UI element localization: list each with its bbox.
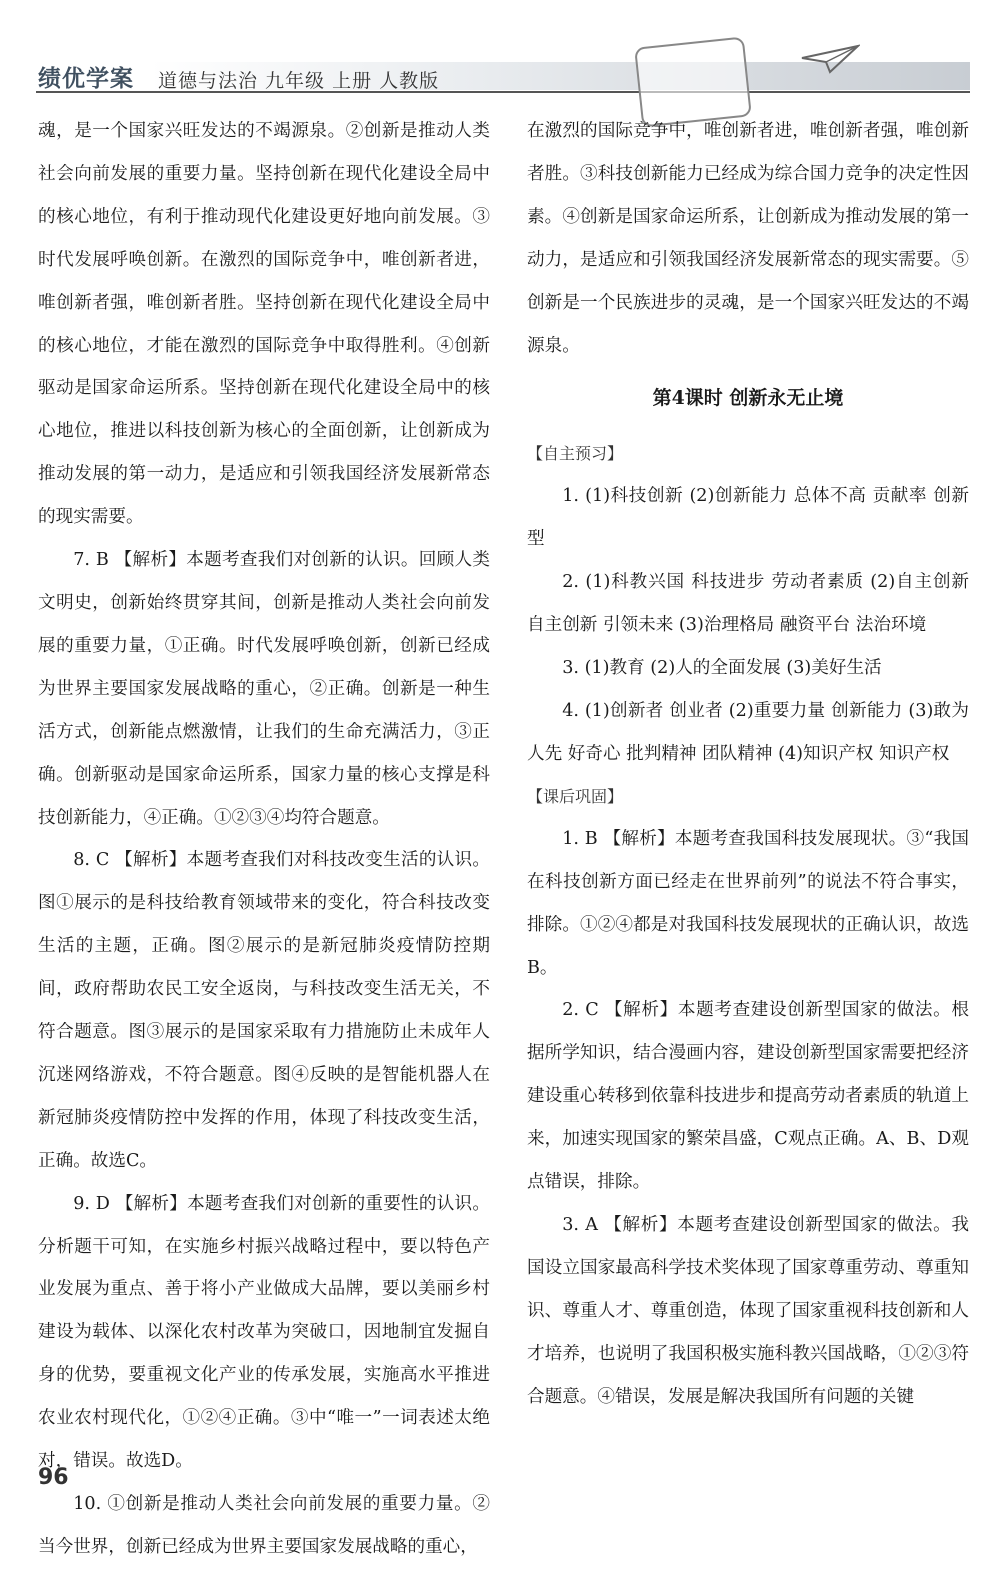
review-answer-1: 1. B 【解析】本题考查我国科技发展现状。③“我国在科技创新方面已经走在世界前列”的说法不符合事实，排除。①②④都是对我国科技发展现状的正确认识，故选B。	[527, 828, 969, 978]
answer-7: 7. B 【解析】本题考查我们对创新的认识。回顾人类文明史，创新始终贯穿其间，创新是推动人类社会向前发展的重要力量，①正确。时代发展呼唤创新，创新已经成为世界主要国家发展战略的重心，②正确。创新是一种生活方式，创新能点燃激情，让我们的生命充满活力，③正确。创新驱动是国家命运所系，国家力量的核心支撑是科技创新能力，④正确。①②③④均符合题意。	[38, 550, 490, 828]
answer-9: 9. D 【解析】本题考查我们对创新的重要性的认识。分析题干可知，在实施乡村振兴战略过程中，要以特色产业发展为重点、善于将小产业做成大品牌，要以美丽乡村建设为载体、以深化农村改革为突破口，因地制宜发掘自身的优势，要重视文化产业的传承发展，实施高水平推进农业农村现代化，①②④正确。③中“唯一”一词表述太绝对，错误。故选D。	[38, 1193, 490, 1472]
page-number: 96	[38, 1465, 69, 1490]
paper-plane-icon	[800, 44, 860, 74]
left-column	[38, 110, 490, 1569]
lesson-title: 第4课时 创新永无止境	[652, 387, 844, 410]
section-preview-heading: 【自主预习】	[527, 444, 624, 464]
page-header	[0, 0, 1000, 110]
preview-answer-3: 3. (1)教育 (2)人的全面发展 (3)美好生活	[562, 658, 882, 679]
site-logo	[795, 1415, 965, 1485]
right-column	[527, 110, 969, 1418]
review-answer-3: 3. A 【解析】本题考查建设创新型国家的做法。我国设立国家最高科学技术奖体现了国家尊重劳动、尊重知识、尊重人才、尊重创造，体现了国家重视科技创新和人才培养，也说明了我国积极实施科教兴国战略，①②③符合题意。④错误，发展是解决我国所有问题的关键	[527, 1214, 969, 1407]
answer-10: 10. ①创新是推动人类社会向前发展的重要力量。②当今世界，创新已经成为世界主要国家发展战略的重心，	[38, 1494, 490, 1557]
paragraph: 魂，是一个国家兴旺发达的不竭源泉。②创新是推动人类社会向前发展的重要力量。坚持创新在现代化建设全局中的核心地位，有利于推动现代化建设更好地向前发展。③时代发展呼唤创新。在激烈的国际竞争中，唯创新者进，唯创新者强，唯创新者胜。坚持创新在现代化建设全局中的核心地位，才能在激烈的国际竞争中取得胜利。④创新驱动是国家命运所系。坚持创新在现代化建设全局中的核心地位，推进以科技创新为核心的全面创新，让创新成为推动发展的第一动力，是适应和引领我国经济发展新常态的现实需要。	[38, 121, 490, 528]
brand-logo: 绩优学案	[38, 66, 134, 92]
preview-answer-4: 4. (1)创新者 创业者 (2)重要力量 创新能力 (3)敢为人先 好奇心 批判精神 团队精神 (4)知识产权 知识产权	[527, 700, 969, 764]
answer-8: 8. C 【解析】本题考查我们对科技改变生活的认识。图①展示的是科技给教育领域带来的变化，符合科技改变生活的主题，正确。图②展示的是新冠肺炎疫情防控期间，政府帮助农民工安全返岗，与科技改变生活无关，不符合题意。图③展示的是国家采取有力措施防止未成年人沉迷网络游戏，不符合题意。图④反映的是智能机器人在新冠肺炎疫情防控中发挥的作用，体现了科技改变生活，正确。故选C。	[38, 850, 490, 1171]
subject-title: 道德与法治 九年级 上册 人教版	[158, 70, 440, 92]
paragraph: 在激烈的国际竞争中，唯创新者进，唯创新者强，唯创新者胜。③科技创新能力已经成为综合国力竞争的决定性因素。④创新是国家命运所系，让创新成为推动发展的第一动力，是适应和引领我国经济发展新常态的现实需要。⑤创新是一个民族进步的灵魂，是一个国家兴旺发达的不竭源泉。	[527, 121, 969, 356]
review-answer-2: 2. C 【解析】本题考查建设创新型国家的做法。根据所学知识，结合漫画内容，建设创新型国家需要把经济建设重心转移到依靠科技进步和提高劳动者素质的轨道上来，加速实现国家的繁荣昌盛，C观点正确。A、B、D观点错误，排除。	[527, 1000, 969, 1193]
section-review-heading: 【课后巩固】	[527, 786, 624, 806]
preview-answer-1: 1. (1)科技创新 (2)创新能力 总体不高 贡献率 创新型	[527, 486, 969, 550]
preview-answer-2: 2. (1)科教兴国 科技进步 劳动者素质 (2)自主创新 自主创新 引领未来 (3)治理格局 融资平台 法治环境	[527, 572, 969, 636]
